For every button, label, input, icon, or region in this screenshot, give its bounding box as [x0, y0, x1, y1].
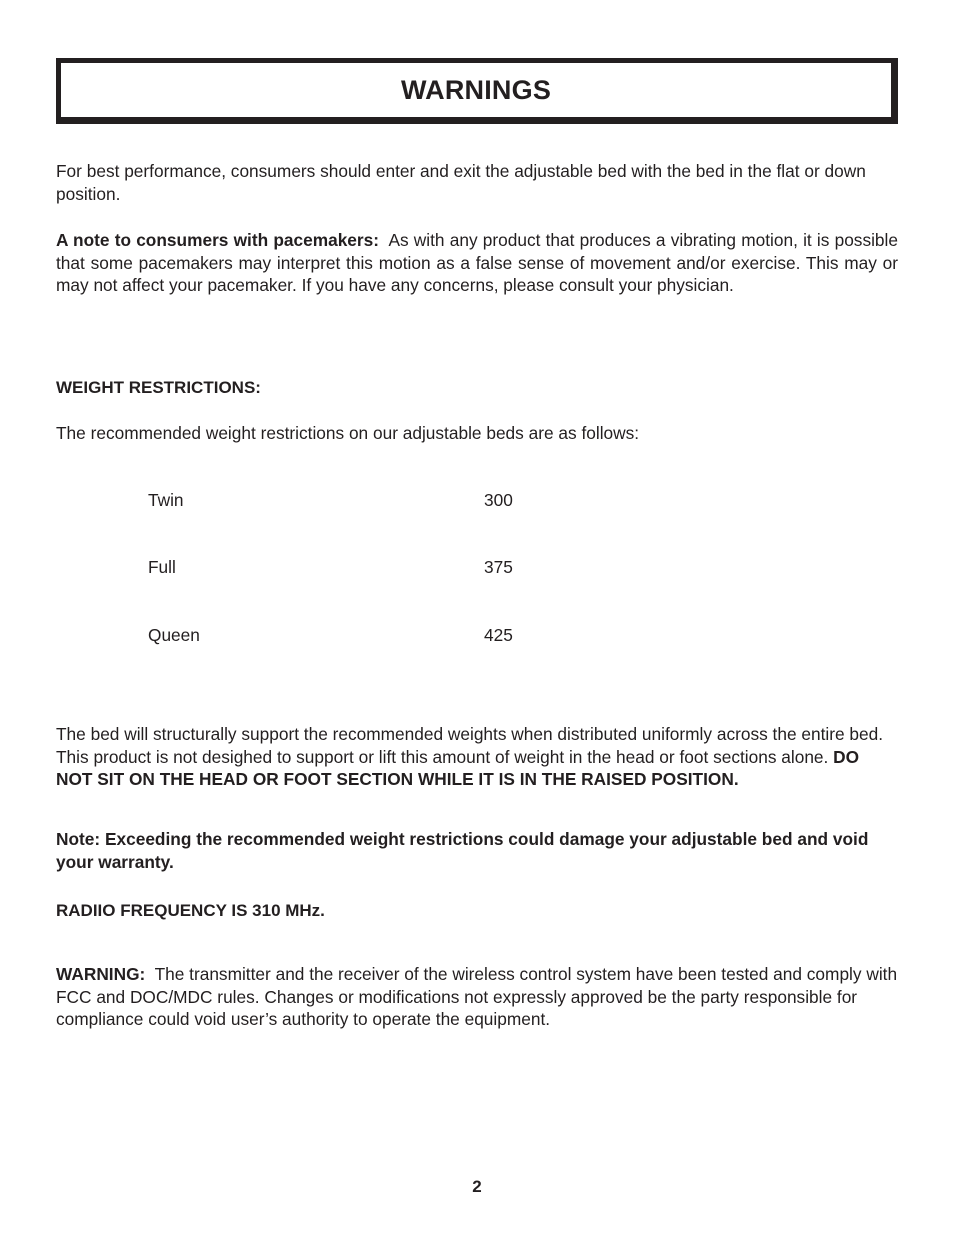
weight-heading: WEIGHT RESTRICTIONS: [56, 378, 261, 397]
fcc-label: WARNING: [56, 964, 146, 984]
intro-paragraph: For best performance, consumers should enter and exit the adjustable bed with the bed in the flat or down position. [56, 161, 866, 204]
weight-row-value: 425 [484, 625, 513, 645]
warranty-note: Note: Exceeding the recommended weight restrictions could damage your adjustable bed and void your warranty. [56, 829, 869, 872]
weight-row-value: 300 [484, 490, 513, 510]
weight-row-value: 375 [484, 557, 513, 577]
pacemaker-paragraph [56, 229, 898, 297]
weight-row-size: Twin [148, 490, 184, 510]
support-text: The bed will structurally support the recommended weights when distributed uniformly across the entire bed. This product is not desighed to support or lift this amount of weight in the head or foot sections alone. [56, 724, 884, 767]
fcc-paragraph [56, 963, 898, 1031]
page-number: 2 [472, 1177, 482, 1196]
fcc-text: The transmitter and the receiver of the wireless control system have been tested and comply with FCC and DOC/MDC rules. Changes or modifications not expressly approved be the party responsible for compliance could void user’s authority to operate the equipment. [56, 964, 898, 1030]
title-box [56, 58, 898, 124]
pacemaker-label: A note to consumers with pacemakers: [56, 230, 380, 250]
radio-frequency: RADIIO FREQUENCY IS 310 MHz. [56, 901, 325, 920]
page-title: WARNINGS [400, 74, 552, 105]
pacemaker-text: As with any product that produces a vibrating motion, it is possible that some pacemakers may interpret this motion as a false sense of movement and/or exercise. This may or may not affect your pacemaker. If you have any concerns, please consult your physician. [56, 230, 898, 296]
weight-row-size: Queen [148, 625, 200, 645]
weight-intro: The recommended weight restrictions on our adjustable beds are as follows: [56, 423, 640, 443]
support-warning: DO NOT SIT ON THE HEAD OR FOOT SECTION WHILE IT IS IN THE RAISED POSITION. [56, 746, 860, 790]
support-paragraph [56, 723, 898, 791]
weight-row-size: Full [148, 557, 176, 577]
